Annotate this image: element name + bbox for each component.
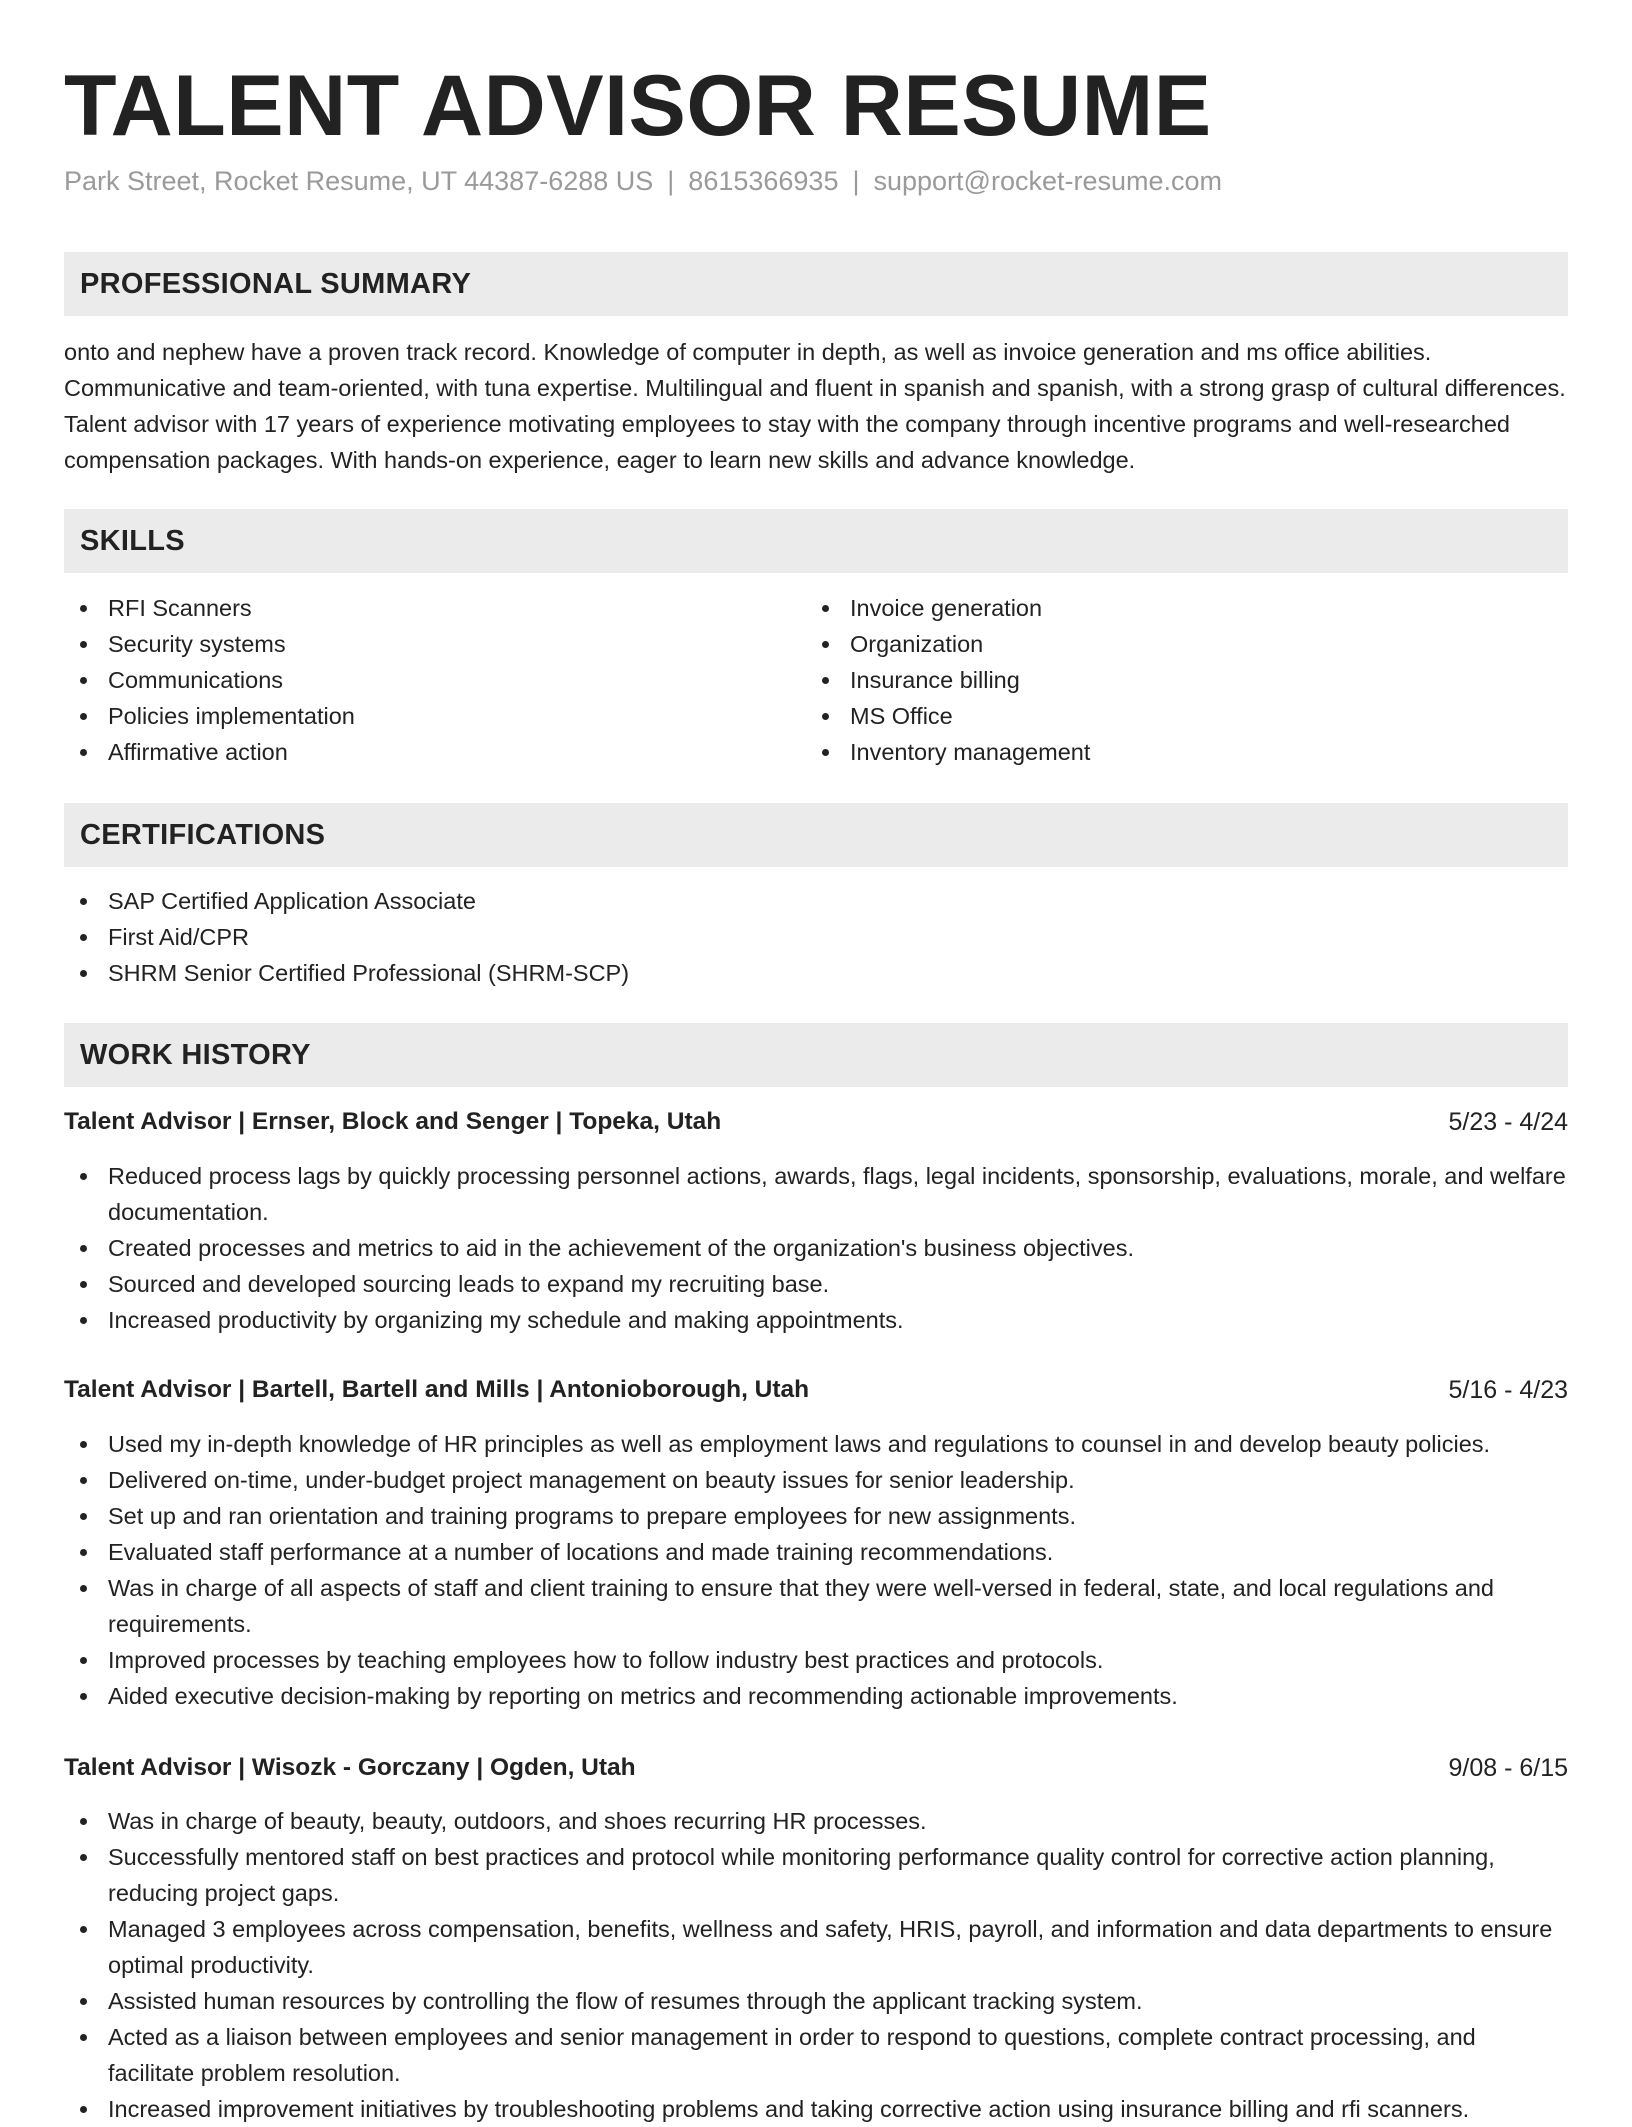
job-bullet: Reduced process lags by quickly processing personnel actions, awards, flags, legal incidents, sponsorship, evaluations, morale, and welfare documentation. (64, 1158, 1568, 1230)
job-bullet: Acted as a liaison between employees and senior management in order to respond to questions, complete contract processing, and facilitate problem resolution. (64, 2019, 1568, 2091)
skill-item: RFI Scanners (64, 590, 764, 626)
contact-address: Park Street, Rocket Resume, UT 44387-6288 US (64, 166, 654, 196)
job-bullet: Created processes and metrics to aid in the achievement of the organization's business objectives. (64, 1230, 1568, 1266)
job-title: Talent Advisor | Wisozk - Gorczany | Ogden, Utah (64, 1754, 636, 1781)
section-header-certifications (64, 803, 1568, 867)
job-bullet: Assisted human resources by controlling the flow of resumes through the applicant tracking system. (64, 1983, 1568, 2019)
job-title: Talent Advisor | Bartell, Bartell and Mills | Antonioborough, Utah (64, 1376, 810, 1403)
job-bullets (64, 1803, 1568, 2127)
job-bullet: Increased productivity by organizing my schedule and making appointments. (64, 1302, 1568, 1338)
certification-item: SHRM Senior Certified Professional (SHRM-SCP) (64, 955, 1568, 991)
skill-item: Organization (806, 626, 1506, 662)
job-bullet: Managed 3 employees across compensation, benefits, wellness and safety, HRIS, payroll, and information and data departments to ensure optimal productivity. (64, 1911, 1568, 1983)
skill-item: Policies implementation (64, 698, 764, 734)
summary-text: onto and nephew have a proven track record. Knowledge of computer in depth, as well as invoice generation and ms office abilities. Communicative and team-oriented, with tuna expertise. Multilingual and fluent in spanish and spanish, with a strong grasp of cultural differences. Talent advisor with 17 years of experience motivating employees to stay with the company through incentive programs and well-researched compensation packages. With hands-on experience, eager to learn new skills and advance knowledge. (64, 339, 1566, 473)
job-bullet: Was in charge of all aspects of staff and client training to ensure that they were well-versed in federal, state, and local regulations and requirements. (64, 1570, 1568, 1642)
section-header-work-history (64, 1023, 1568, 1087)
job-bullets (64, 1426, 1568, 1714)
contact-separator: | (852, 166, 860, 196)
section-title-work-history: WORK HISTORY (80, 1039, 311, 1071)
section-title-certifications: CERTIFICATIONS (80, 819, 326, 851)
job-bullet: Successfully mentored staff on best practices and protocol while monitoring performance quality control for corrective action planning, reducing project gaps. (64, 1839, 1568, 1911)
skill-item: Insurance billing (806, 662, 1506, 698)
job-bullet: Increased improvement initiatives by troubleshooting problems and taking corrective action using insurance billing and rfi scanners. (64, 2091, 1568, 2127)
skill-item: Security systems (64, 626, 764, 662)
skills-list-left (64, 590, 764, 770)
job-bullet: Set up and ran orientation and training programs to prepare employees for new assignments. (64, 1498, 1568, 1534)
certification-item: SAP Certified Application Associate (64, 883, 1568, 919)
contact-email: support@rocket-resume.com (873, 166, 1223, 196)
job-bullets (64, 1158, 1568, 1338)
contact-phone: 8615366935 (688, 166, 839, 196)
job-bullet: Used my in-depth knowledge of HR principles as well as employment laws and regulations to counsel in and develop beauty policies. (64, 1426, 1568, 1462)
skill-item: Affirmative action (64, 734, 764, 770)
section-title-skills: SKILLS (80, 525, 185, 557)
section-title-summary: PROFESSIONAL SUMMARY (80, 268, 472, 300)
skill-item: MS Office (806, 698, 1506, 734)
job-bullet: Sourced and developed sourcing leads to expand my recruiting base. (64, 1266, 1568, 1302)
contact-line (64, 166, 1222, 197)
job-dates: 5/23 - 4/24 (1448, 1108, 1568, 1136)
section-header-summary (64, 252, 1568, 316)
job-bullet: Improved processes by teaching employees how to follow industry best practices and protocols. (64, 1642, 1568, 1678)
contact-separator: | (667, 166, 675, 196)
job-header (64, 1750, 1568, 1786)
certification-item: First Aid/CPR (64, 919, 1568, 955)
job-title: Talent Advisor | Ernser, Block and Senger | Topeka, Utah (64, 1108, 722, 1135)
job-dates: 5/16 - 4/23 (1448, 1376, 1568, 1404)
job-bullet: Was in charge of beauty, beauty, outdoors, and shoes recurring HR processes. (64, 1803, 1568, 1839)
certifications-list (64, 883, 1568, 991)
skill-item: Inventory management (806, 734, 1506, 770)
job-header (64, 1372, 1568, 1408)
section-header-skills (64, 509, 1568, 573)
skills-list-right (806, 590, 1506, 770)
skill-item: Communications (64, 662, 764, 698)
resume-title: TALENT ADVISOR RESUME (64, 58, 1212, 154)
job-bullet: Evaluated staff performance at a number of locations and made training recommendations. (64, 1534, 1568, 1570)
job-bullet: Aided executive decision-making by reporting on metrics and recommending actionable improvements. (64, 1678, 1568, 1714)
skill-item: Invoice generation (806, 590, 1506, 626)
job-dates: 9/08 - 6/15 (1448, 1754, 1568, 1782)
job-header (64, 1104, 1568, 1140)
job-bullet: Delivered on-time, under-budget project management on beauty issues for senior leadership. (64, 1462, 1568, 1498)
